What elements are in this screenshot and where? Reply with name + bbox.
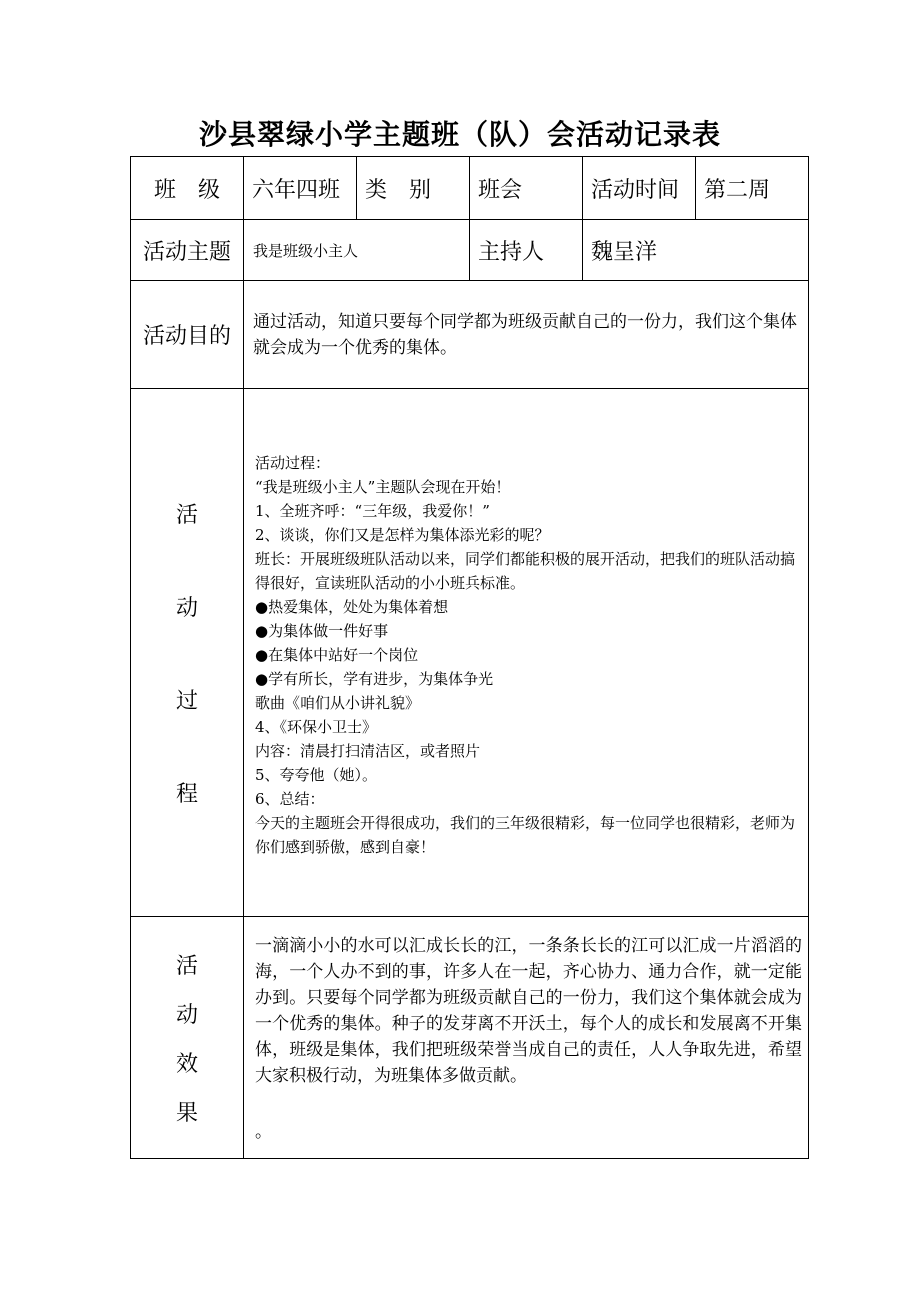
effect-end-mark: 。 (255, 1122, 272, 1142)
effect-label (131, 917, 244, 1159)
time-label: 活动时间 (583, 157, 696, 220)
effect-text: 一滴滴小小的水可以汇成长长的江，一条条长长的江可以汇成一片滔滔的海，一个人办不到的事，许多人在一起，齐心协力、通力合作，就一定能办到。只要每个同学都为班级贡献自己的一份力，我们这个集体就会成为一个优秀的集体。种子的发芽离不开沃土，每个人的成长和发展离不开集体，班级是集体，我们把班级荣誉当成自己的责任，人人争取先进，希望大家积极行动，为班集体多做贡献。 (255, 936, 802, 1086)
table-row (131, 157, 809, 220)
process-line: ●热爱集体，处处为集体着想 (255, 598, 449, 616)
host-label: 主持人 (470, 220, 583, 281)
type-label: 类 别 (357, 157, 470, 220)
effect-label-char: 效 (175, 1051, 198, 1077)
process-line: ●学有所长，学有进步，为集体争光 (255, 670, 494, 688)
process-line: 活动过程： (255, 454, 331, 472)
class-value: 六年四班 (244, 157, 357, 220)
table-row (131, 917, 809, 1159)
process-line: “我是班级小主人”主题队会现在开始！ (255, 478, 511, 496)
process-line: 6、总结： (255, 790, 325, 808)
type-value: 班会 (470, 157, 583, 220)
table-row (131, 220, 809, 281)
effect-label-char: 动 (175, 1002, 198, 1028)
process-line: 5、夸夸他（她）。 (255, 766, 378, 784)
class-label: 班 级 (131, 157, 244, 220)
process-label-char: 活 (175, 502, 198, 528)
process-label (131, 389, 244, 917)
process-line: ●为集体做一件好事 (255, 622, 389, 640)
process-label-char: 动 (175, 595, 198, 621)
process-label-char: 过 (175, 688, 198, 714)
process-content (244, 389, 809, 917)
form-title: 沙县翠绿小学主题班（队）会活动记录表 (198, 118, 721, 151)
process-line: 歌曲《咱们从小讲礼貌》 (255, 694, 421, 712)
process-line: 班长：开展班级班队活动以来，同学们都能积极的展开活动，把我们的班队活动搞得很好，宣读班队活动的小小班兵标准。 (255, 550, 796, 592)
host-value: 魏呈洋 (583, 220, 809, 281)
effect-label-char: 活 (175, 953, 198, 979)
theme-label: 活动主题 (131, 220, 244, 281)
effect-label-char: 果 (175, 1100, 198, 1126)
table-row (131, 281, 809, 389)
theme-value: 我是班级小主人 (244, 220, 470, 281)
process-line: 4、《环保小卫士》 (255, 718, 378, 736)
process-line: 今天的主题班会开得很成功，我们的三年级很精彩，每一位同学也很精彩，老师为你们感到骄傲，感到自豪！ (255, 814, 796, 856)
process-label-char: 程 (175, 781, 198, 807)
time-value: 第二周 (696, 157, 809, 220)
process-line: 2、谈谈，你们又是怎样为集体添光彩的呢？ (255, 526, 550, 544)
table-row (131, 389, 809, 917)
activity-record-table (130, 156, 809, 1159)
process-line: ●在集体中站好一个岗位 (255, 646, 419, 664)
process-line: 内容：清晨打扫清洁区，或者照片 (255, 742, 481, 760)
purpose-text: 通过活动，知道只要每个同学都为班级贡献自己的一份力，我们这个集体就会成为一个优秀的集体。 (244, 281, 809, 389)
purpose-label: 活动目的 (131, 281, 244, 389)
process-line: 1、全班齐呼：“三年级，我爱你！” (255, 502, 490, 520)
effect-content (244, 917, 809, 1159)
